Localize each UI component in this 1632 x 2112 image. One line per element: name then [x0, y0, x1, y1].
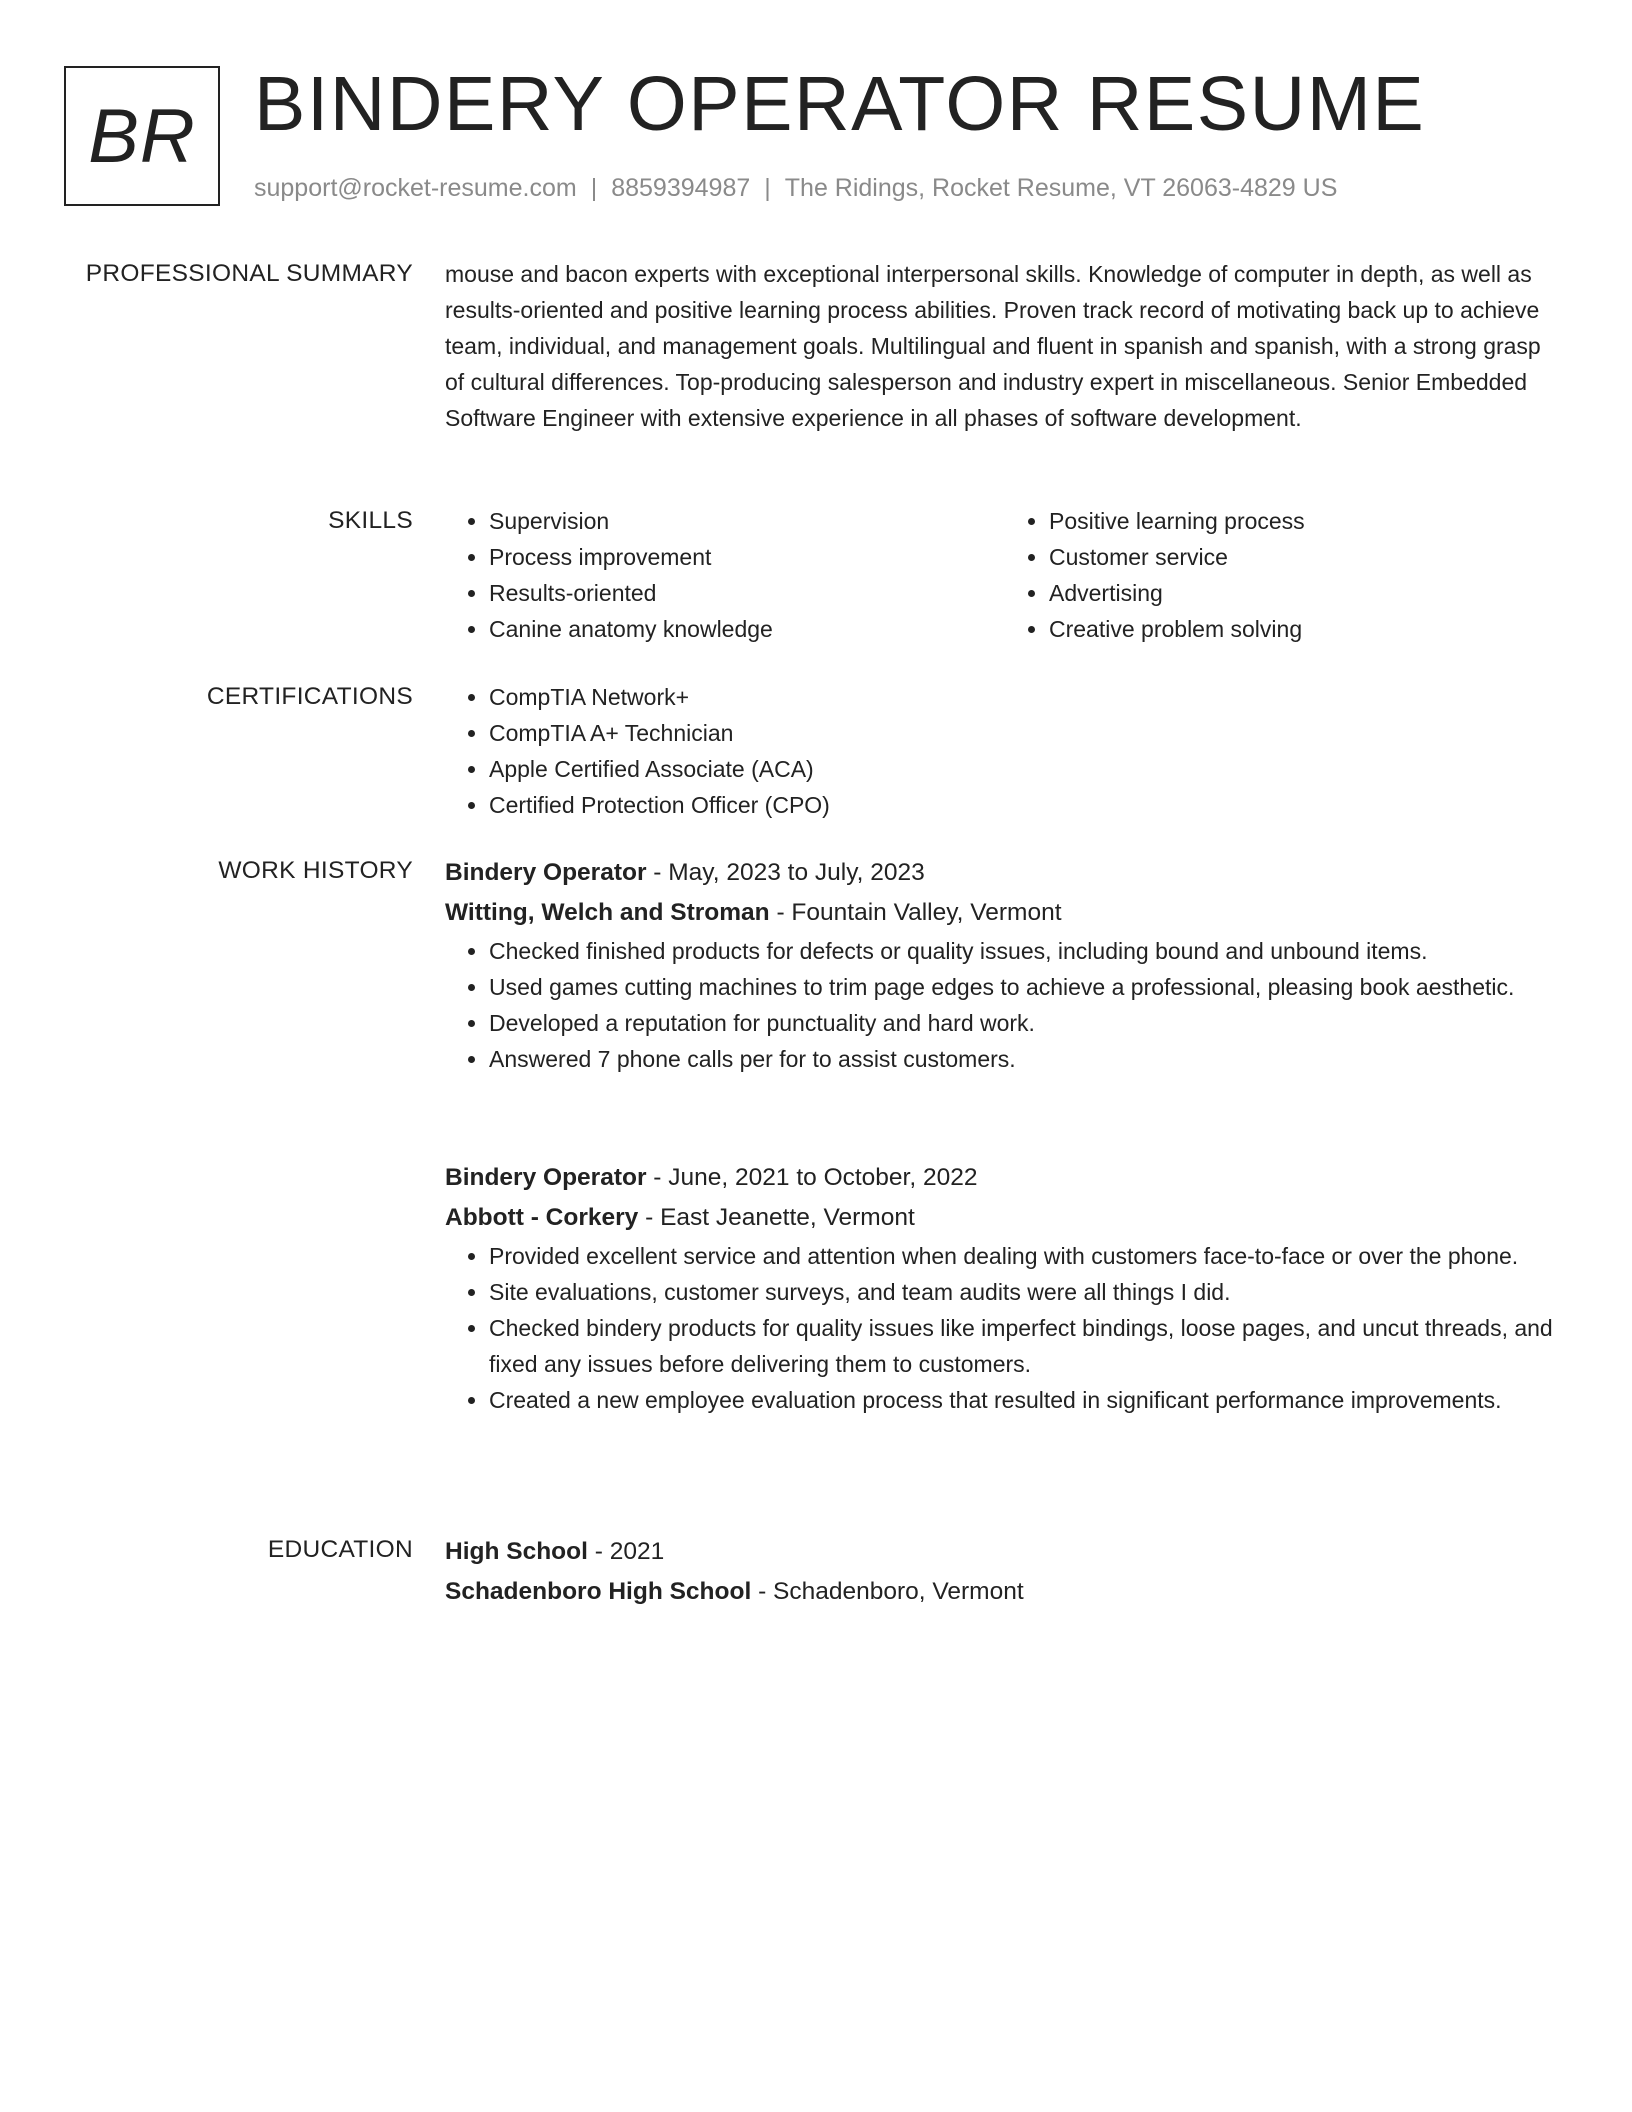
job-company-line: [445, 893, 1565, 933]
list-item: • Positive learning process: [1049, 503, 1565, 539]
contact-phone: 8859394987: [611, 174, 751, 202]
skills-list-left: [445, 503, 1005, 647]
list-item: • Checked bindery products for quality issues like imperfect bindings, loose pages, and uncut threads, and fixed any issues before delivering them to customers.: [489, 1310, 1565, 1382]
list-item: • Developed a reputation for punctuality and hard work.: [489, 1005, 1565, 1041]
job-bullets: [445, 933, 1565, 1077]
list-item: • Provided excellent service and attention when dealing with customers face-to-face or over the phone.: [489, 1238, 1565, 1274]
list-item: • Checked finished products for defects or quality issues, including bound and unbound items.: [489, 933, 1565, 969]
job-company-line: [445, 1198, 1565, 1238]
education-school-line: [445, 1572, 1565, 1612]
list-item: • Results-oriented: [489, 575, 1005, 611]
education-year: - 2021: [587, 1538, 665, 1565]
job-entry: [445, 853, 1565, 1077]
job-company: Abbott - Corkery: [445, 1204, 639, 1231]
education-degree-line: [445, 1532, 1565, 1572]
list-item: • Apple Certified Associate (ACA): [489, 751, 1565, 787]
section-label: PROFESSIONAL SUMMARY: [85, 260, 413, 287]
job-entry: [445, 1158, 1565, 1418]
contact-separator: |: [590, 174, 598, 202]
list-item: • Process improvement: [489, 539, 1005, 575]
list-item: • Supervision: [489, 503, 1005, 539]
contact-line: [254, 174, 1337, 203]
contact-email: support@rocket-resume.com: [254, 174, 577, 202]
contact-address: The Ridings, Rocket Resume, VT 26063-4829 US: [784, 174, 1338, 202]
work-body: [445, 1158, 1565, 1418]
summary-text: mouse and bacon experts with exceptional interpersonal skills. Knowledge of computer in depth, as well as results-oriented and positive learning process abilities. Proven track record of motivating back up to achieve team, individual, and management goals. Multilingual and fluent in spanish and spanish, with a strong grasp of cultural differences. Top-producing salesperson and industry expert in miscellaneous. Senior Embedded Software Engineer with extensive experience in all phases of software development.: [445, 261, 1541, 431]
education-degree: High School: [445, 1538, 588, 1565]
education-location: - Schadenboro, Vermont: [751, 1578, 1024, 1605]
monogram-logo: BR: [64, 66, 220, 206]
section-label: EDUCATION: [267, 1536, 413, 1563]
list-item: • Site evaluations, customer surveys, and team audits were all things I did.: [489, 1274, 1565, 1310]
list-item: • Creative problem solving: [1049, 611, 1565, 647]
contact-separator: |: [764, 174, 771, 202]
section-label: WORK HISTORY: [218, 857, 413, 884]
section-label: CERTIFICATIONS: [206, 683, 413, 710]
education-school: Schadenboro High School: [445, 1578, 752, 1605]
list-item: • Advertising: [1049, 575, 1565, 611]
page-title: BINDERY OPERATOR RESUME: [254, 61, 1426, 147]
education-body: [445, 1532, 1565, 1612]
skills-list-right: [1005, 503, 1565, 647]
list-item: • Customer service: [1049, 539, 1565, 575]
job-title: Bindery Operator: [445, 859, 647, 886]
work-body: [445, 853, 1565, 1077]
list-item: • Certified Protection Officer (CPO): [489, 787, 1565, 823]
list-item: • CompTIA Network+: [489, 679, 1565, 715]
section-label: SKILLS: [328, 507, 413, 534]
list-item: • Canine anatomy knowledge: [489, 611, 1005, 647]
certifications-body: [445, 679, 1565, 823]
list-item: • Used games cutting machines to trim page edges to achieve a professional, pleasing book aesthetic.: [489, 969, 1565, 1005]
job-dates: - June, 2021 to October, 2022: [646, 1164, 978, 1191]
skills-body: [445, 503, 1565, 647]
certifications-list: [445, 679, 1565, 823]
job-dates: - May, 2023 to July, 2023: [646, 859, 925, 886]
job-title-line: [445, 1158, 1565, 1198]
job-title-line: [445, 853, 1565, 893]
job-location: - Fountain Valley, Vermont: [769, 899, 1062, 926]
job-bullets: [445, 1238, 1565, 1418]
summary-body: [445, 256, 1565, 436]
list-item: • Created a new employee evaluation process that resulted in significant performance improvements.: [489, 1382, 1565, 1418]
job-location: - East Jeanette, Vermont: [638, 1204, 915, 1231]
resume-header: [64, 61, 1572, 216]
list-item: • Answered 7 phone calls per for to assist customers.: [489, 1041, 1565, 1077]
job-company: Witting, Welch and Stroman: [445, 899, 770, 926]
list-item: • CompTIA A+ Technician: [489, 715, 1565, 751]
job-title: Bindery Operator: [445, 1164, 647, 1191]
